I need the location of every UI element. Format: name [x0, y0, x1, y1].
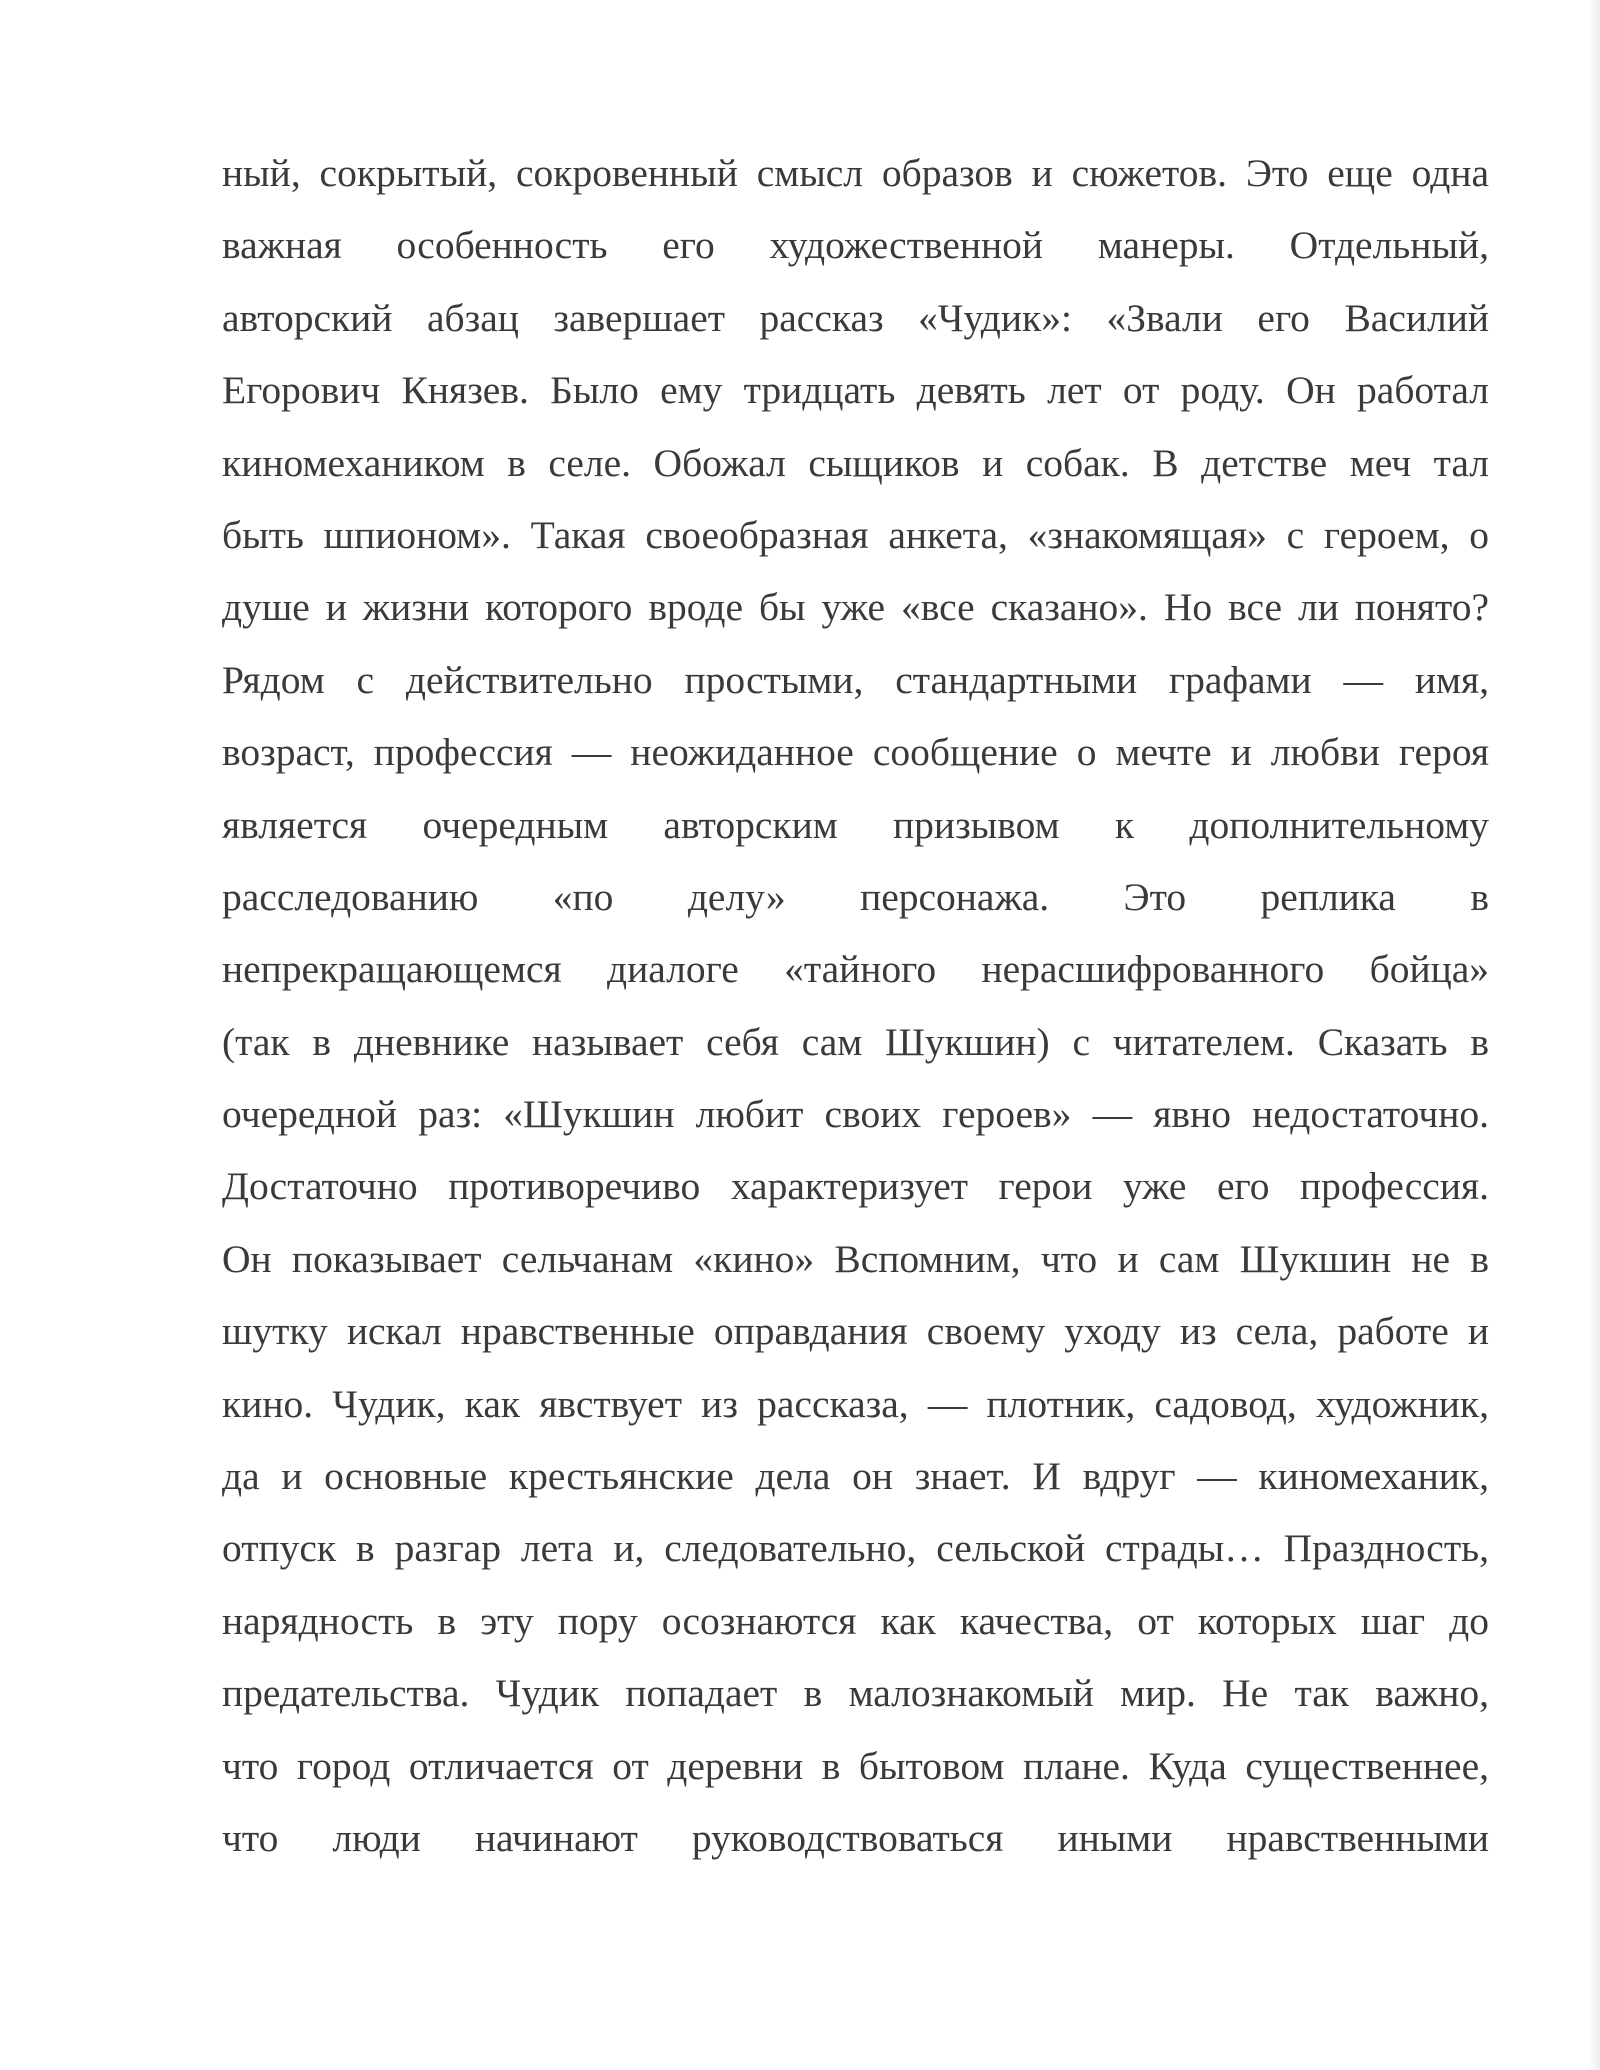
text-line: является очередным авторским призывом к дополнительному: [222, 802, 1489, 847]
text-line: быть шпионом». Такая своеобразная анкета, «знакомящая» с героем, о: [222, 512, 1489, 557]
text-line: расследованию «по делу» персонажа. Это реплика в: [222, 874, 1489, 919]
text-line: Достаточно противоречиво характеризует герои уже его профессия.: [222, 1164, 1489, 1209]
text-line: предательства. Чудик попадает в малознакомый мир. Не так важно,: [222, 1671, 1489, 1716]
text-line: да и основные крестьянские дела он знает. И вдруг — киномеханик,: [222, 1454, 1489, 1499]
text-line: непрекращающемся диалоге «тайного нерасшифрованного бойца»: [222, 947, 1489, 992]
text-line: очередной раз: «Шукшин любит своих героев» — явно недостаточно.: [222, 1092, 1489, 1137]
text-line: возраст, профессия — неожиданное сообщение о мечте и любви героя: [222, 730, 1489, 775]
text-line: Он показывает сельчанам «кино» Вспомним, что и сам Шукшин не в: [222, 1236, 1489, 1281]
text-line: (так в дневнике называет себя сам Шукшин) с читателем. Сказать в: [222, 1019, 1489, 1064]
text-line: что люди начинают руководствоваться иными нравственными: [222, 1815, 1489, 1860]
text-line: киномехаником в селе. Обожал сыщиков и собак. В детстве меч тал: [222, 440, 1489, 485]
text-line: отпуск в разгар лета и, следовательно, сельской страды… Праздность,: [222, 1526, 1489, 1571]
body-text: [222, 142, 1489, 1879]
text-line: ный, сокрытый, сокровенный смысл образов и сюжетов. Это еще одна: [222, 151, 1489, 195]
text-line: что город отличается от деревни в бытовом плане. Куда существеннее,: [222, 1743, 1489, 1788]
text-line: душе и жизни которого вроде бы уже «все сказано». Но все ли понято?: [222, 585, 1489, 630]
text-line: кино. Чудик, как явствует из рассказа, — плотник, садовод, художник,: [222, 1381, 1489, 1426]
text-line: авторский абзац завершает рассказ «Чудик»: «Звали его Василий: [222, 295, 1489, 340]
text-line: Рядом с действительно простыми, стандартными графами — имя,: [222, 657, 1489, 702]
text-line: шутку искал нравственные оправдания своему уходу из села, работе и: [222, 1309, 1489, 1354]
text-line: Егорович Князев. Было ему тридцать девять лет от роду. Он работал: [222, 368, 1489, 413]
text-line: нарядность в эту пору осознаются как качества, от которых шаг до: [222, 1598, 1489, 1643]
page-edge-shadow: [1588, 0, 1600, 2070]
text-line: важная особенность его художественной манеры. Отдельный,: [222, 223, 1489, 268]
